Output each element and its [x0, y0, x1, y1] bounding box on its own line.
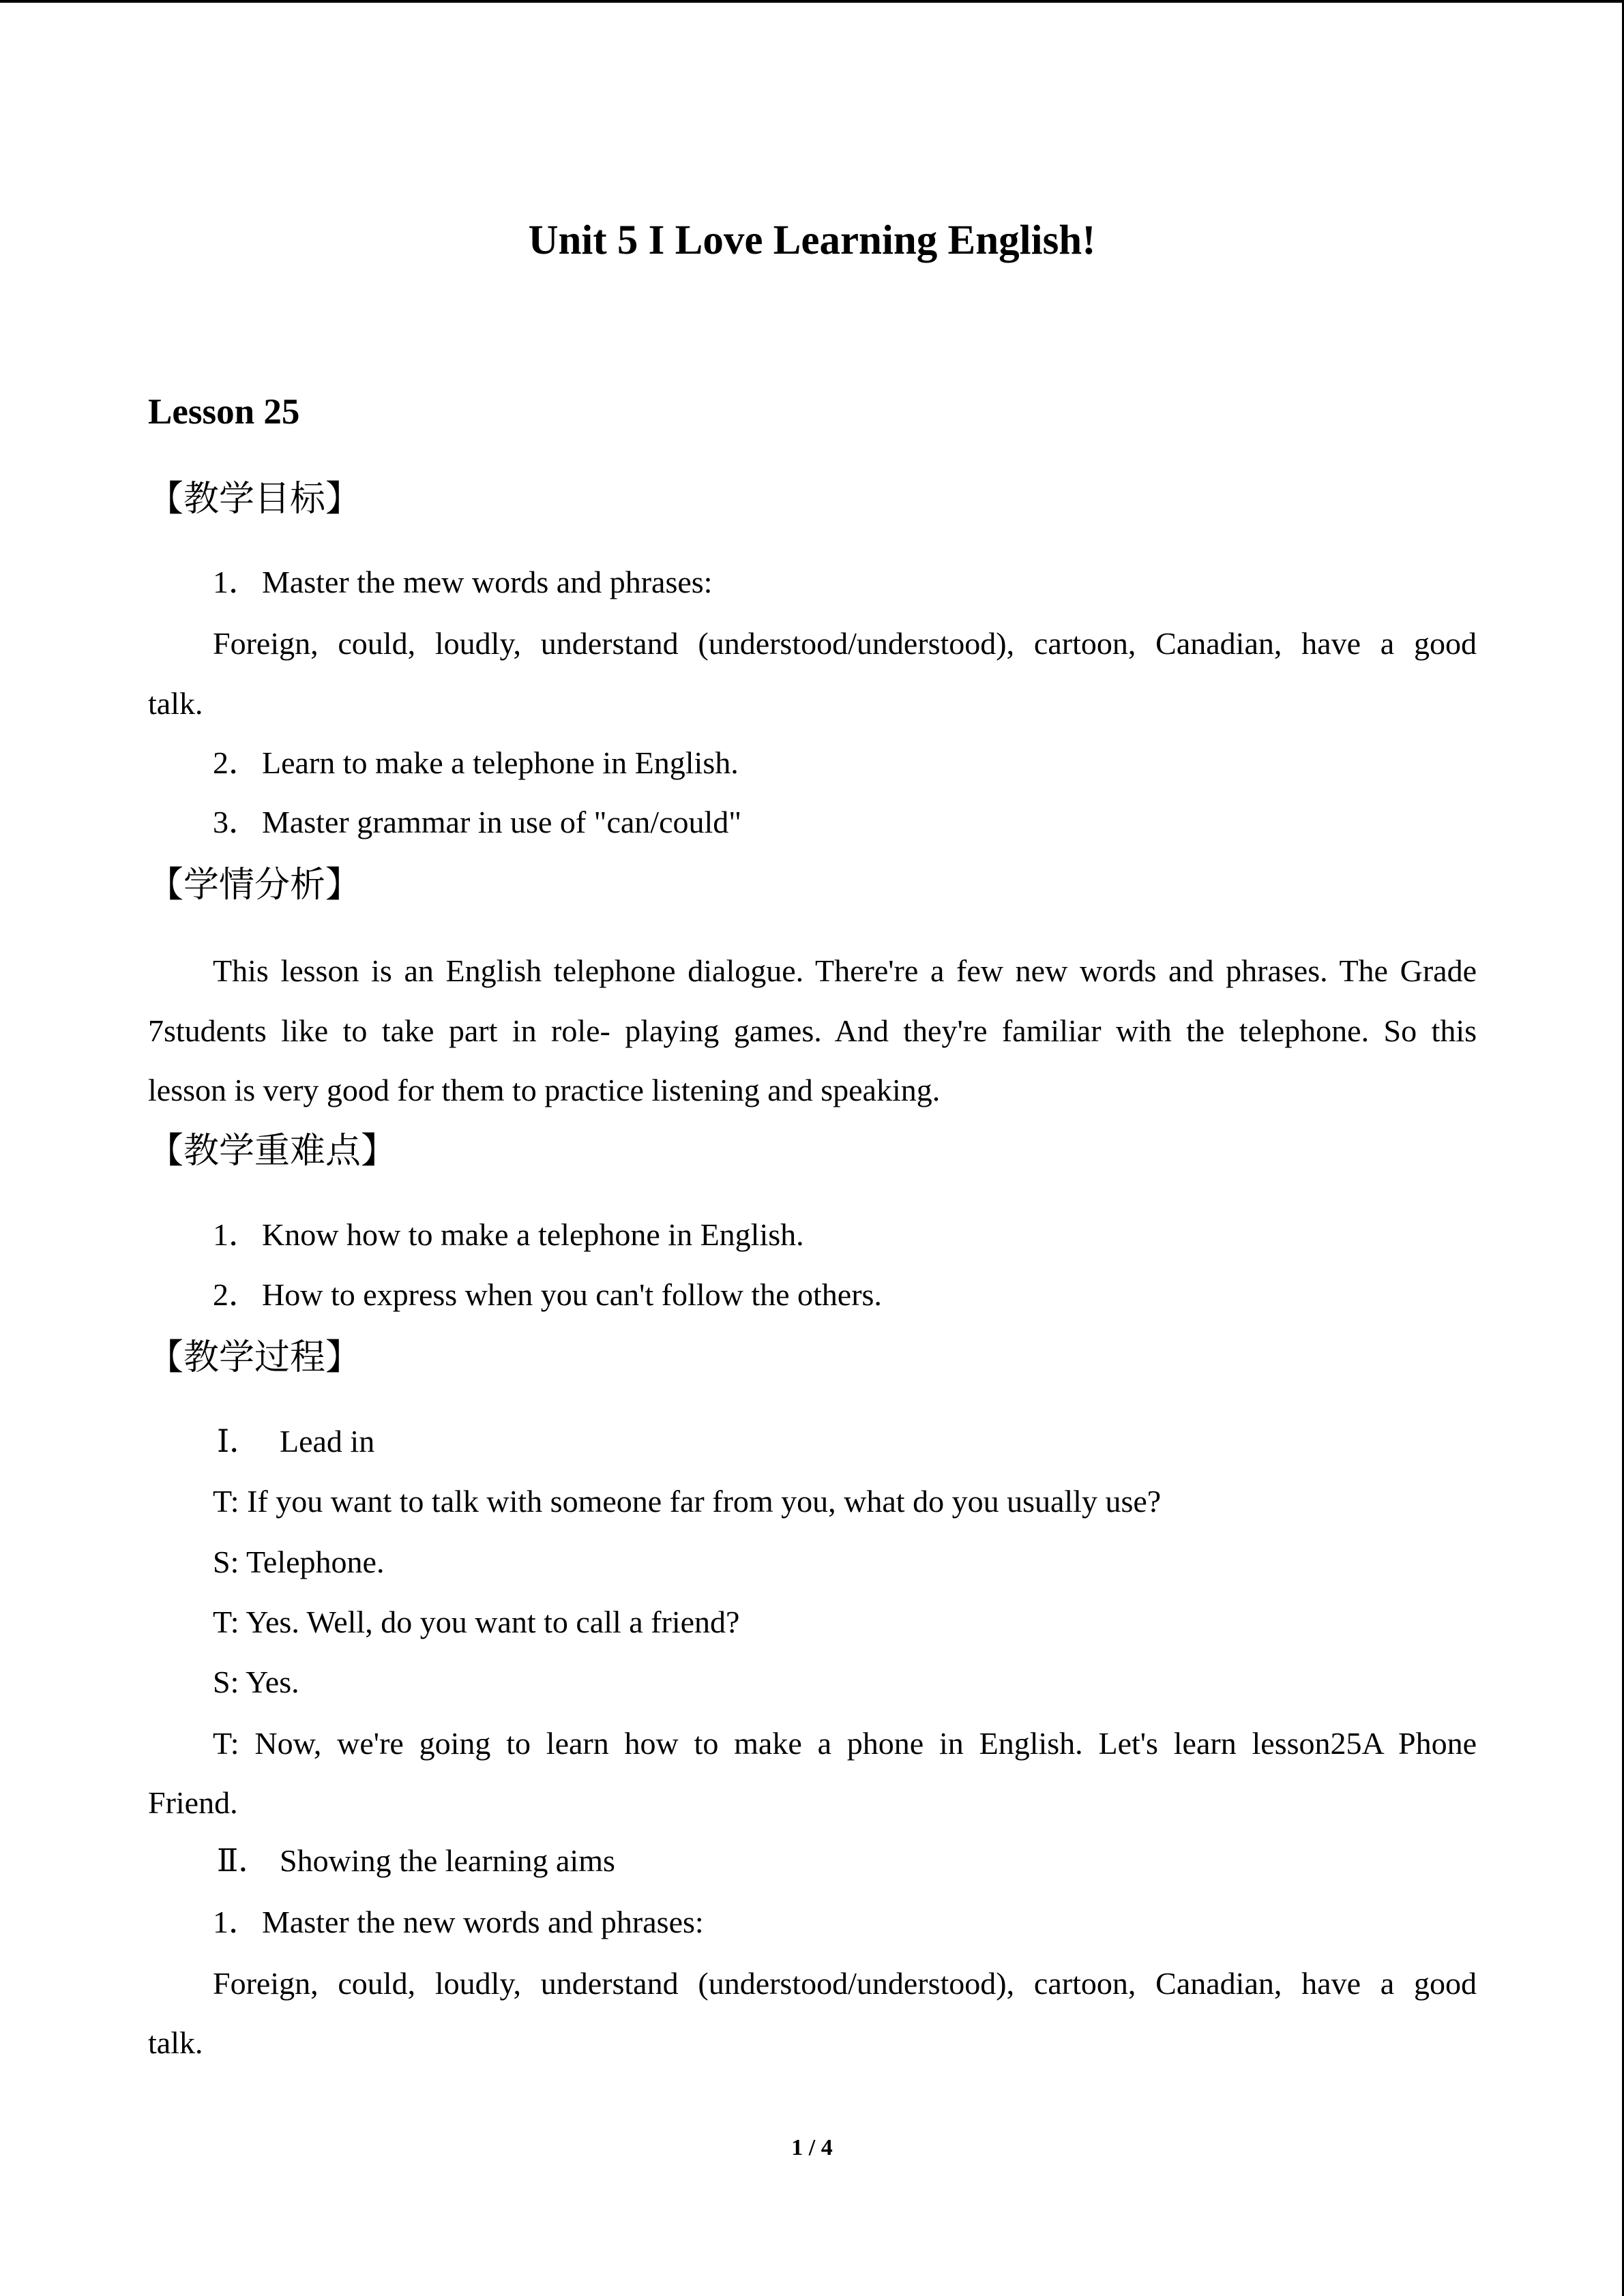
objective-item-2 — [213, 744, 739, 782]
step-title: Showing the learning aims — [280, 1843, 615, 1878]
key-point-item-2 — [213, 1276, 882, 1314]
section-heading-objectives: 【教学目标】 — [148, 479, 361, 520]
analysis-paragraph-line: 7students like to take part in role- playing games. And they're familiar with the telephone. So this — [148, 1013, 1477, 1048]
vocab-line-continued: talk. — [148, 686, 203, 721]
roman-numeral: Ⅰ． — [217, 1424, 261, 1459]
key-point-item-1 — [213, 1216, 804, 1254]
document-title: Unit 5 I Love Learning English! — [528, 218, 1096, 263]
section-heading-analysis: 【学情分析】 — [148, 865, 361, 906]
list-number: 1． — [213, 565, 260, 599]
analysis-paragraph-line: This lesson is an English telephone dialogue. There're a few new words and phrases. The Grade — [213, 953, 1477, 988]
list-text: Learn to make a telephone in English. — [262, 745, 739, 780]
dialogue-line: T: Now, we're going to learn how to make a phone in English. Let's learn lesson25A Phone — [213, 1726, 1477, 1761]
dialogue-line-continued: Friend. — [148, 1785, 238, 1820]
objective-item-1 — [213, 563, 712, 601]
list-text: Master the mew words and phrases: — [262, 565, 713, 599]
lesson-heading: Lesson 25 — [148, 392, 300, 432]
list-number: 3． — [213, 805, 260, 839]
vocab-line: Foreign, could, loudly, understand (understood/understood), cartoon, Canadian, have a good — [213, 626, 1477, 661]
list-number: 2． — [213, 1277, 260, 1312]
aim-item-1 — [213, 1903, 704, 1941]
roman-numeral: Ⅱ． — [217, 1843, 270, 1878]
analysis-paragraph-line: lesson is very good for them to practice listening and speaking. — [148, 1073, 941, 1107]
vocab-line: Foreign, could, loudly, understand (understood/understood), cartoon, Canadian, have a good — [213, 1966, 1477, 2001]
process-step-1 — [217, 1422, 374, 1461]
step-title: Lead in — [280, 1424, 375, 1459]
vocab-line-continued: talk. — [148, 2025, 203, 2060]
dialogue-line: T: Yes. Well, do you want to call a friend? — [213, 1605, 740, 1639]
list-text: Master grammar in use of "can/could" — [262, 805, 742, 839]
dialogue-line: S: Telephone. — [213, 1545, 385, 1579]
list-text: Master the new words and phrases: — [262, 1905, 704, 1939]
list-number: 2． — [213, 745, 260, 780]
dialogue-line: S: Yes. — [213, 1665, 299, 1699]
objective-item-3 — [213, 803, 741, 841]
page-top-border — [0, 0, 1624, 3]
list-number: 1． — [213, 1217, 260, 1252]
list-text: Know how to make a telephone in English. — [262, 1217, 804, 1252]
section-heading-key-points: 【教学重难点】 — [148, 1131, 397, 1172]
dialogue-line: T: If you want to talk with someone far from you, what do you usually use? — [213, 1484, 1162, 1519]
page-indicator: 1 / 4 — [791, 2135, 833, 2160]
list-number: 1． — [213, 1905, 260, 1939]
section-heading-process: 【教学过程】 — [148, 1337, 361, 1378]
list-text: How to express when you can't follow the others. — [262, 1277, 882, 1312]
process-step-2 — [217, 1842, 615, 1880]
